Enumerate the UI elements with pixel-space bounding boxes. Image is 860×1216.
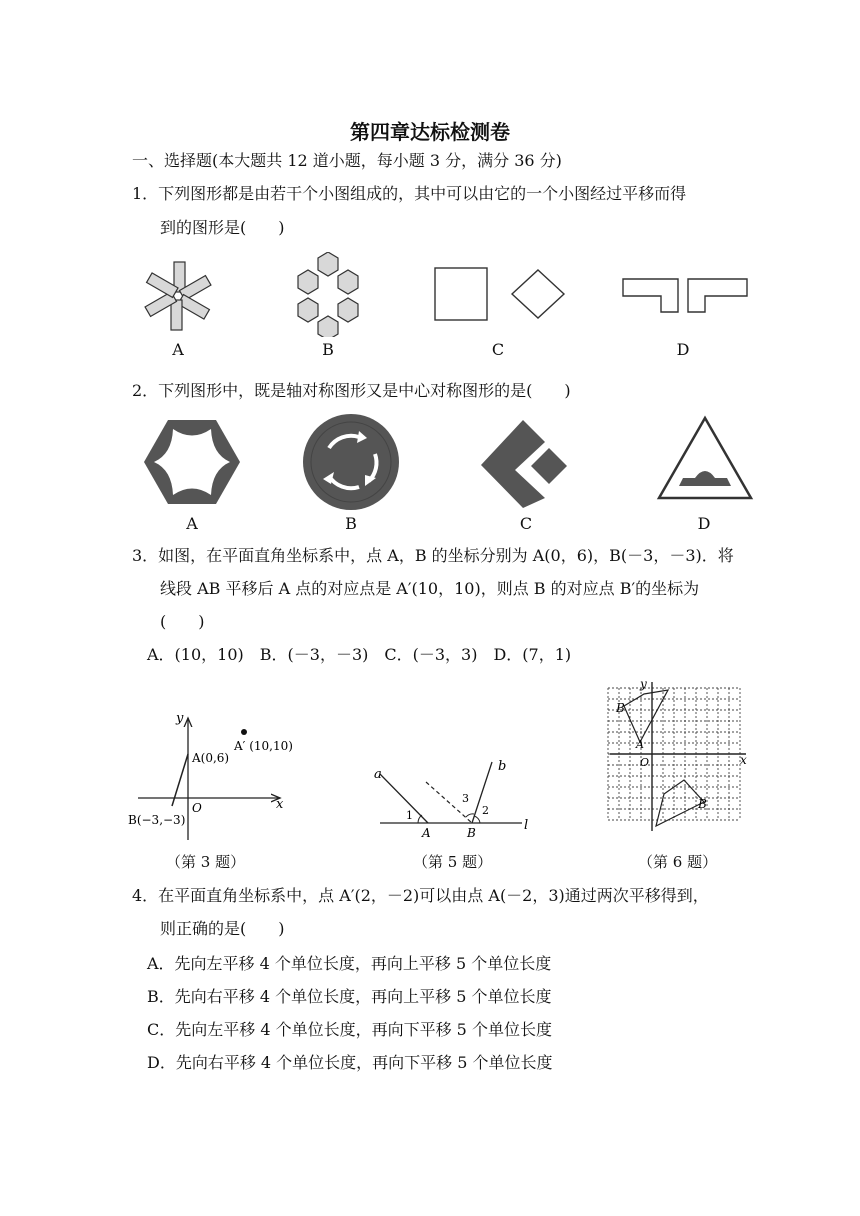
fig6-diagram [606, 676, 756, 838]
fig5-label-l: l [524, 818, 529, 833]
q1-figures [130, 252, 770, 337]
page-title: 第四章达标检测卷 [350, 120, 510, 144]
q4-option-c: C．先向左平移 4 个单位长度，再向下平移 5 个单位长度 [147, 1020, 552, 1039]
fig5-label-a-ray: a [374, 767, 382, 782]
fig5-caption: （第 5 题） [413, 853, 493, 871]
q1-stem-line1: 1．下列图形都是由若干个小图组成的，其中可以由它的一个小图经过平移而得 [132, 184, 687, 203]
fig3-caption: （第 3 题） [166, 853, 246, 871]
q2-label-b: B [345, 514, 357, 533]
q4-option-b: B．先向右平移 4 个单位长度，再向上平移 5 个单位长度 [147, 987, 552, 1006]
q2-label-c: C [519, 514, 533, 533]
q3-stem-line3: ( ) [160, 612, 205, 631]
section-heading: 一、选择题(本大题共 12 道小题，每小题 3 分，满分 36 分) [132, 151, 562, 170]
fig5-label-point-b: B [467, 826, 476, 840]
fig5-label-angle2: 2 [482, 804, 489, 817]
q4-stem-line1: 4．在平面直角坐标系中，点 A′(2，－2)可以由点 A(－2，3)通过两次平移得到， [132, 886, 709, 905]
q1-label-b: B [322, 340, 334, 359]
q1-label-c: C [491, 340, 505, 359]
q3-stem-line1: 3．如图，在平面直角坐标系中，点 A，B 的坐标分别为 A(0，6)，B(－3，－3)．将 [132, 546, 734, 565]
q2-label-d: D [697, 514, 711, 533]
q2-figure-d [659, 418, 751, 498]
q3-stem-line2: 线段 AB 平移后 A 点的对应点是 A′(10，10)，则点 B 的对应点 B′的坐标为 [160, 579, 700, 598]
fig5-label-angle3: 3 [462, 792, 469, 805]
fig3-point-a-prime [241, 729, 247, 735]
q2-stem: 2．下列图形中，既是轴对称图形又是中心对称图形的是( ) [132, 381, 571, 400]
fig3-label-a-prime: A′ (10,10) [234, 739, 293, 753]
q1-stem-line2: 到的图形是( ) [160, 218, 285, 237]
q1-figure-b [298, 252, 358, 337]
q2-label-a: A [186, 514, 198, 533]
fig3-x-label: x [276, 797, 284, 812]
fig5-label-point-a: A [422, 826, 431, 840]
q2-figure-b [303, 414, 399, 510]
fig6-x-label: x [740, 753, 747, 767]
fig3-label-b: B(−3,−3) [128, 813, 186, 827]
fig3-label-a: A(0,6) [192, 751, 230, 765]
fig5-diagram [370, 752, 545, 847]
q2-figure-a [144, 420, 240, 504]
fig3-diagram [120, 700, 320, 850]
q3-options: A．(10，10) B．(－3，－3) C．(－3，3) D．(7，1) [147, 645, 572, 664]
fig5-label-angle1: 1 [406, 809, 413, 822]
q2-figures [135, 412, 765, 512]
q1-figure-c [435, 268, 564, 320]
q1-figure-d [623, 279, 747, 312]
fig6-caption: （第 6 题） [638, 853, 718, 871]
fig6-label-b: B [616, 701, 625, 715]
fig5-label-b-ray: b [498, 759, 507, 774]
fig6-origin-label: O [640, 756, 650, 769]
fig6-label-b2: B [698, 797, 707, 811]
q1-label-d: D [676, 340, 690, 359]
q1-figure-a [145, 262, 211, 330]
fig3-y-label: y [176, 711, 184, 726]
fig6-triangle-upper [624, 690, 668, 742]
q4-stem-line2: 则正确的是( ) [160, 919, 285, 938]
q1-label-a: A [172, 340, 184, 359]
q2-figure-c [481, 420, 567, 508]
fig3-origin-label: O [192, 801, 202, 815]
fig6-y-label: y [640, 677, 647, 691]
q4-option-a: A．先向左平移 4 个单位长度，再向上平移 5 个单位长度 [147, 954, 552, 973]
fig6-label-a: A [636, 738, 644, 751]
q4-option-d: D．先向右平移 4 个单位长度，再向下平移 5 个单位长度 [147, 1053, 553, 1072]
